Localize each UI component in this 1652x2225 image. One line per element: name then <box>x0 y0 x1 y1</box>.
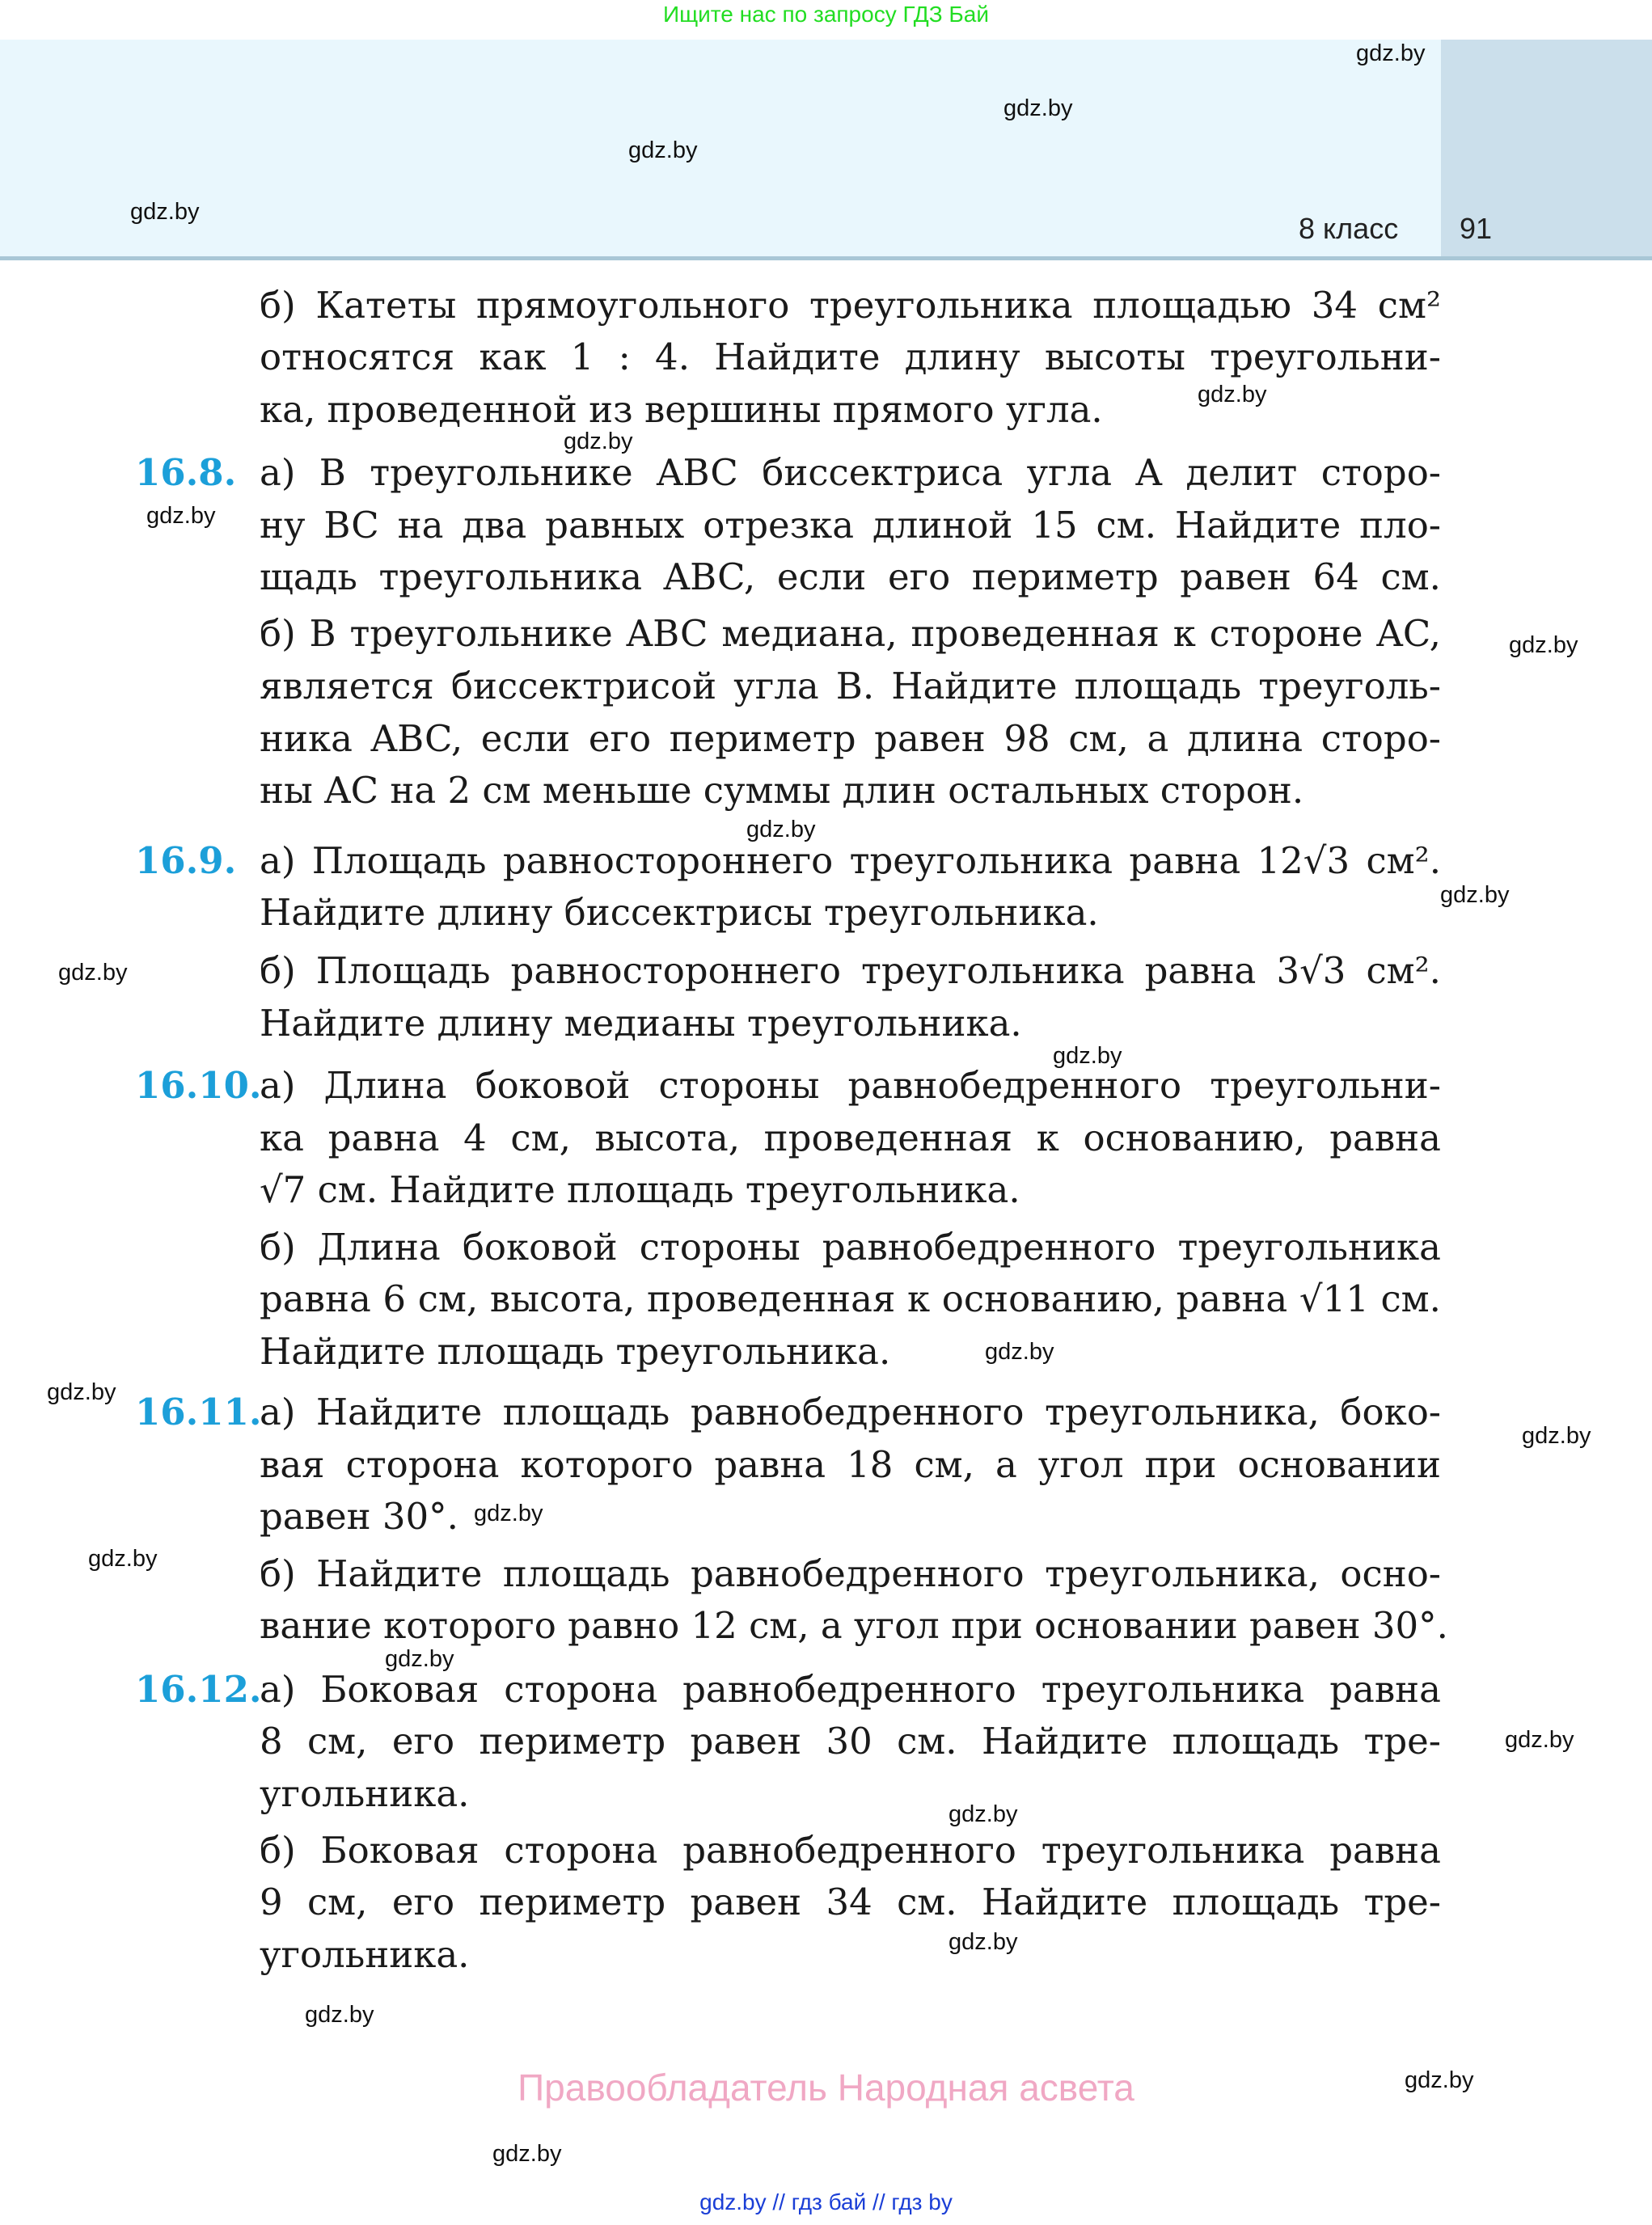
problem-16-7b-line: относятся как 1 : 4. Найдите длину высоты треугольни- <box>260 336 1441 378</box>
footer-links[interactable]: gdz.by // гдз бай // гдз by <box>699 2189 953 2214</box>
problem-16-10b-line: Найдите площадь треугольника. <box>260 1330 891 1373</box>
page-header-band <box>0 40 1441 256</box>
problem-16-7b-line: б) Катеты прямоугольного треугольника площадью 34 см² <box>260 284 1441 327</box>
problem-16-10b-line: равна 6 см, высота, проведенная к основанию, равна √11 см. <box>260 1277 1441 1320</box>
problem-16-11a-line: вая сторона которого равна 18 см, а угол при основании <box>260 1443 1441 1486</box>
watermark: gdz.by <box>146 503 216 529</box>
problem-number-16-11: 16.11. <box>135 1391 262 1433</box>
problem-16-8b-line: б) В треугольнике ABC медиана, проведенная к стороне AC, <box>260 612 1441 655</box>
watermark: gdz.by <box>985 1339 1054 1365</box>
watermark: gdz.by <box>628 137 698 163</box>
problem-16-8a-line: а) В треугольнике ABC биссектриса угла A делит сторо- <box>260 451 1441 494</box>
watermark: gdz.by <box>1405 2067 1474 2093</box>
header-divider <box>0 256 1652 260</box>
problem-16-9b-line: б) Площадь равностороннего треугольника равна 3√3 см². <box>260 949 1441 992</box>
problem-16-8b-line: ны AC на 2 см меньше суммы длин остальных сторон. <box>260 769 1304 812</box>
page-number: 91 <box>1460 212 1493 245</box>
problem-16-11a-line: а) Найдите площадь равнобедренного треугольника, боко- <box>260 1391 1441 1433</box>
problem-16-11b-line: б) Найдите площадь равнобедренного треугольника, осно- <box>260 1552 1441 1595</box>
watermark: gdz.by <box>746 817 816 842</box>
problem-number-16-10: 16.10. <box>135 1064 262 1107</box>
watermark: gdz.by <box>130 199 200 225</box>
watermark: gdz.by <box>949 1929 1018 1955</box>
problem-number-16-8: 16.8. <box>135 451 237 494</box>
watermark: gdz.by <box>949 1801 1018 1827</box>
problem-16-8b-line: ника ABC, если его периметр равен 98 см, а длина сторо- <box>260 717 1441 760</box>
problem-16-12b-line: угольника. <box>260 1933 470 1976</box>
problem-16-10a-line: √7 см. Найдите площадь треугольника. <box>260 1168 1020 1211</box>
problem-16-10a-line: ка равна 4 см, высота, проведенная к основанию, равна <box>260 1117 1441 1159</box>
problem-16-12b-line: 9 см, его периметр равен 34 см. Найдите площадь тре- <box>260 1881 1441 1923</box>
watermark: gdz.by <box>1356 40 1426 66</box>
problem-16-7b-line: ка, проведенной из вершины прямого угла. <box>260 388 1103 431</box>
problem-16-12b-line: б) Боковая сторона равнобедренного треугольника равна <box>260 1829 1441 1872</box>
watermark: gdz.by <box>1198 382 1267 407</box>
copyright-owner: Правообладатель Народная асвета <box>518 2067 1134 2109</box>
watermark: gdz.by <box>1003 95 1073 121</box>
grade-label: 8 класс <box>1299 212 1399 245</box>
watermark: gdz.by <box>1509 632 1578 658</box>
problem-16-12a-line: а) Боковая сторона равнобедренного треугольника равна <box>260 1668 1441 1711</box>
problem-number-16-9: 16.9. <box>135 839 237 882</box>
problem-16-8b-line: является биссектрисой угла B. Найдите площадь треуголь- <box>260 665 1441 707</box>
problem-16-11a-line: равен 30°. <box>260 1495 458 1538</box>
watermark: gdz.by <box>492 2141 562 2167</box>
watermark: gdz.by <box>58 960 128 986</box>
watermark: gdz.by <box>305 2002 374 2028</box>
watermark: gdz.by <box>88 1546 158 1572</box>
watermark: gdz.by <box>474 1501 543 1526</box>
problem-16-12a-line: 8 см, его периметр равен 30 см. Найдите площадь тре- <box>260 1720 1441 1763</box>
watermark: gdz.by <box>1053 1043 1122 1069</box>
problem-16-9b-line: Найдите длину медианы треугольника. <box>260 1002 1022 1045</box>
watermark: gdz.by <box>1505 1727 1574 1753</box>
problem-16-8a-line: щадь треугольника ABC, если его периметр равен 64 см. <box>260 555 1441 598</box>
watermark: gdz.by <box>47 1379 116 1405</box>
problem-16-9a-line: Найдите длину биссектрисы треугольника. <box>260 891 1099 934</box>
problem-16-10a-line: а) Длина боковой стороны равнобедренного треугольни- <box>260 1064 1441 1107</box>
watermark: gdz.by <box>564 429 633 454</box>
problem-16-11b-line: вание которого равно 12 см, а угол при основании равен 30°. <box>260 1604 1448 1647</box>
problem-number-16-12: 16.12. <box>135 1668 262 1711</box>
problem-16-8a-line: ну BC на два равных отрезка длиной 15 см. Найдите пло- <box>260 504 1441 547</box>
problem-16-9a-line: а) Площадь равностороннего треугольника равна 12√3 см². <box>260 839 1441 882</box>
problem-16-10b-line: б) Длина боковой стороны равнобедренного треугольника <box>260 1226 1441 1269</box>
watermark: gdz.by <box>1440 882 1510 908</box>
search-hint-banner: Ищите нас по запросу ГДЗ Бай <box>662 2 990 27</box>
watermark: gdz.by <box>1522 1423 1591 1449</box>
watermark: gdz.by <box>385 1646 454 1672</box>
problem-16-12a-line: угольника. <box>260 1772 470 1815</box>
